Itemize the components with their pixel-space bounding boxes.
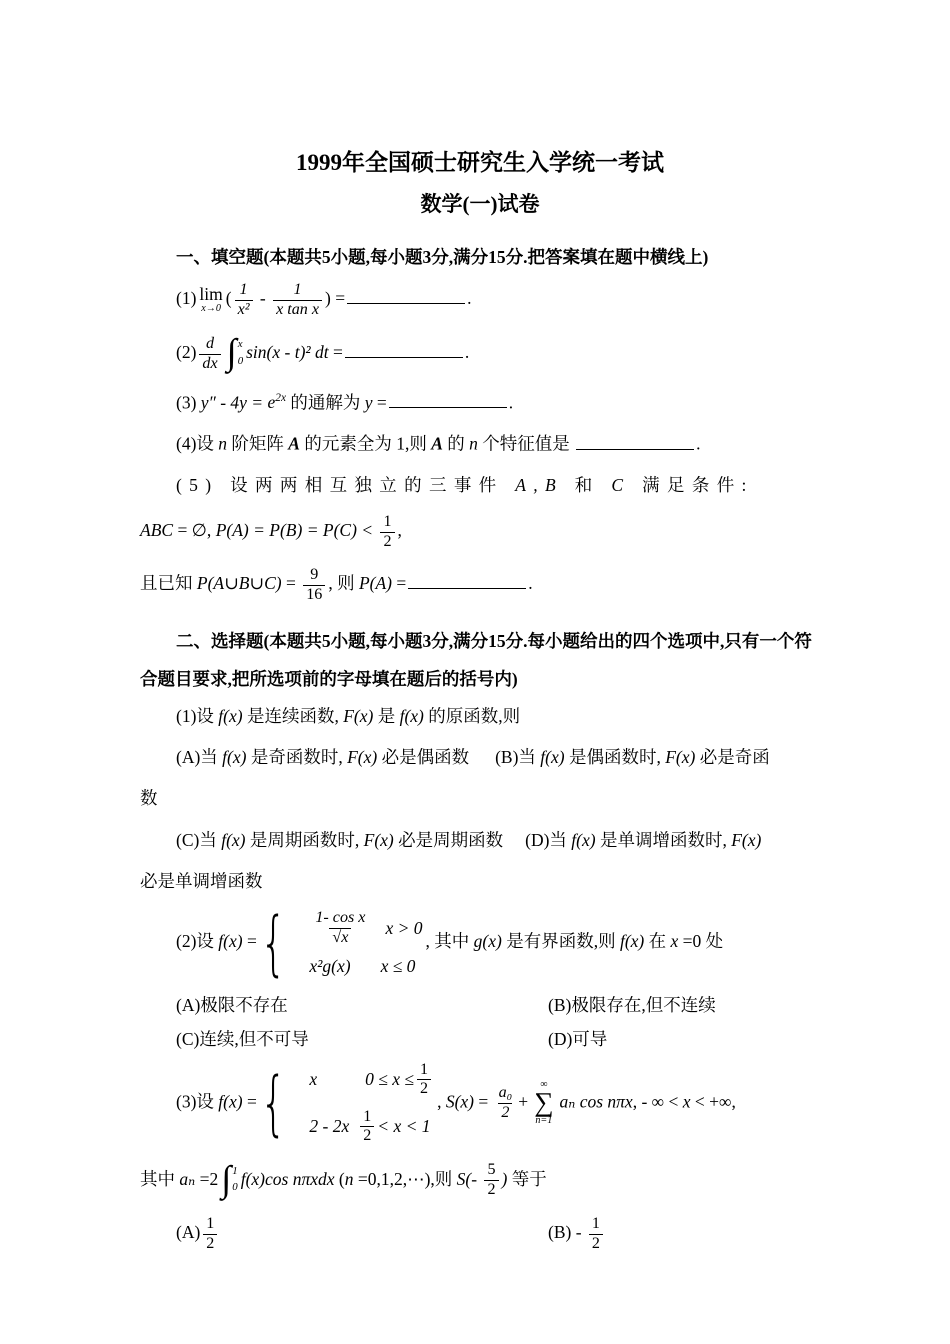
text-run: = <box>242 1091 257 1112</box>
fraction-numerator: 5 <box>487 1161 496 1179</box>
math-run: n <box>218 433 228 454</box>
q1-5-intro <box>140 472 820 498</box>
section1-header <box>140 244 820 270</box>
text-run: =0,1,2,⋯),则 <box>353 1168 457 1189</box>
limit-subscript: x→0 <box>201 303 221 315</box>
exam-title: 1999年全国硕士研究生入学统一考试 <box>296 150 664 175</box>
text-run: 是连续函数, <box>242 705 344 726</box>
fraction-denominator: dx <box>199 354 220 374</box>
text-run: (D)可导 <box>548 1029 608 1050</box>
text-run: 必是偶函数 <box>377 747 470 768</box>
math-run: F(x) <box>343 705 374 726</box>
q1-5-conclusion <box>140 566 820 604</box>
text-run: 和 <box>563 475 612 496</box>
text-run: . <box>528 573 533 594</box>
q1-3 <box>140 389 820 416</box>
math-run: aₙ cos nπx <box>559 1091 633 1112</box>
fraction <box>312 909 368 947</box>
text-run: = ∅, <box>173 520 216 541</box>
math-run: f(x) <box>222 747 247 768</box>
text-run: 一、填空题(本题共5小题,每小题3分,满分15分.把答案填在题中横线上) <box>176 247 709 267</box>
q1-5-condition <box>140 513 820 551</box>
text-run: 的通解为 <box>286 392 365 413</box>
integral-limits <box>237 334 243 374</box>
math-run: f(x) <box>221 829 246 850</box>
fraction-denominator: 2 <box>360 1126 374 1146</box>
option-cell <box>176 1026 548 1052</box>
text-run: , 则 <box>328 573 359 594</box>
math-run: f(x)cos nπxdx <box>240 1168 335 1189</box>
math-run: P(A) <box>358 573 392 594</box>
fraction-numerator: 1- cos x <box>315 909 366 927</box>
text-run: (A)当 <box>176 747 223 768</box>
text-run: = <box>328 342 343 363</box>
text-run: ( <box>334 1168 345 1189</box>
summation-lower-limit: n=1 <box>535 1114 553 1126</box>
text-run: (B)当 <box>495 747 541 768</box>
text-run: (B) - <box>548 1222 586 1243</box>
text-run: 必是周期函数 <box>393 829 504 850</box>
answer-blank <box>389 389 507 408</box>
math-run: x ≤ 0 <box>380 956 416 977</box>
superscript-expression <box>268 392 287 412</box>
option-cell <box>548 992 820 1018</box>
math-run: f(x) <box>218 1091 243 1112</box>
math-run: aₙ <box>179 1168 196 1189</box>
answer-blank <box>347 285 465 304</box>
text-run: ) = <box>325 288 346 309</box>
math-run: A,B <box>515 475 564 496</box>
fraction-numerator: 1 <box>239 281 248 299</box>
math-run: n <box>344 1168 354 1189</box>
piecewise-cases <box>259 902 423 985</box>
math-run: F(x) <box>731 829 762 850</box>
fraction <box>303 566 325 604</box>
cases-brace: { <box>259 902 287 985</box>
limit-operator <box>199 283 223 315</box>
math-run: sin(x - t)² dt <box>246 342 329 363</box>
piecewise-cases <box>260 1061 434 1146</box>
q2-1 <box>140 703 820 729</box>
math-run: y″ - 4y = <box>200 392 268 413</box>
math-run: f(x) <box>218 931 243 952</box>
math-bold-run: A <box>288 433 300 454</box>
document-body <box>140 244 820 1253</box>
math-run: x²g(x) <box>309 956 351 977</box>
answer-blank <box>576 430 694 449</box>
fraction-numerator: 1 <box>206 1215 215 1233</box>
text-run: . <box>696 433 701 454</box>
math-run: f(x) <box>218 705 243 726</box>
fraction-numerator: 9 <box>310 566 319 584</box>
text-run: . <box>467 288 472 309</box>
sup-exponent: 2x <box>275 392 287 405</box>
text-run: 且已知 <box>140 573 197 594</box>
text-run: (1)设 <box>176 705 219 726</box>
fraction-numerator: d <box>205 335 215 353</box>
answer-blank <box>408 570 526 589</box>
math-run: P(A) = P(B) = P(C) < <box>215 520 378 541</box>
fraction <box>360 1108 374 1146</box>
section2-header-2 <box>140 666 820 692</box>
math-run: F(x) <box>347 747 378 768</box>
text-run: , <box>397 520 402 541</box>
integral-lower-limit: 0 <box>232 1180 238 1193</box>
cases-rows <box>309 1061 434 1146</box>
q2-1-option-cd <box>140 827 820 853</box>
text-run: 是 <box>373 705 400 726</box>
text-run: 满足条件: <box>630 475 754 496</box>
fraction <box>380 513 394 551</box>
text-run: = <box>372 392 387 413</box>
text-run: 阶矩阵 <box>227 433 289 454</box>
q1-1 <box>140 281 820 319</box>
summation-symbol: ∑ <box>534 1087 554 1118</box>
text-run: (2)设 <box>176 931 219 952</box>
text-run: (A) <box>176 1222 201 1243</box>
text-run: , <box>437 1091 446 1112</box>
q2-2 <box>140 902 820 985</box>
math-run: < x < 1 <box>377 1116 431 1137</box>
q1-4 <box>140 430 820 457</box>
fraction-denominator: 2 <box>380 532 394 552</box>
integral-symbol: ∫ <box>226 331 237 373</box>
text-run: = <box>392 573 407 594</box>
math-run: y <box>364 392 373 413</box>
q1-2 <box>140 331 820 374</box>
integral-lower-limit: 0 <box>237 354 244 367</box>
text-run: =2 <box>195 1168 219 1189</box>
text-run: 合题目要求,把所选项前的字母填在题后的括号内) <box>140 668 518 689</box>
option-cell <box>176 992 548 1018</box>
text-run: + <box>518 1091 529 1112</box>
text-run: (2) <box>176 342 197 363</box>
integral-operator <box>221 1157 238 1201</box>
fraction-numerator: 1 <box>363 1107 372 1125</box>
math-run: x > 0 <box>385 917 423 938</box>
integral-symbol: ∫ <box>221 1157 232 1199</box>
q2-1-option-d-wrap <box>140 868 820 894</box>
fraction <box>417 1061 431 1099</box>
option-cell <box>176 1215 548 1253</box>
fraction-denominator: √x <box>329 928 351 948</box>
text-run: 是奇函数时, <box>246 747 348 768</box>
text-run: (5) 设两两相互独立的三事件 <box>176 475 516 496</box>
summation-operator <box>534 1080 553 1126</box>
q2-2-options-cd <box>140 1026 820 1052</box>
q2-2-options-ab <box>140 992 820 1018</box>
answer-blank <box>345 339 463 358</box>
fraction <box>203 1215 217 1253</box>
text-run: = <box>281 573 301 594</box>
text-run: 的 <box>442 433 470 454</box>
text-run: (C)当 <box>176 829 222 850</box>
fraction-denominator: 16 <box>303 585 325 605</box>
math-run: f(x) <box>399 705 424 726</box>
fraction <box>484 1161 498 1199</box>
fraction <box>589 1215 603 1253</box>
text-run: ( <box>225 288 232 309</box>
text-run: (3)设 <box>176 1091 219 1112</box>
fraction <box>199 335 220 373</box>
integral-limits <box>231 1161 237 1201</box>
math-run: x <box>309 1069 318 1090</box>
math-run: n <box>469 433 478 454</box>
text-run: =0 处 <box>678 931 724 952</box>
text-run: 数 <box>140 788 158 809</box>
fraction-numerator: 1 <box>420 1060 429 1078</box>
math-run: S(- <box>456 1168 482 1189</box>
text-run: 个特征值是 <box>477 433 575 454</box>
math-bold-run: A <box>431 433 443 454</box>
fraction-numerator: 1 <box>383 513 392 531</box>
q2-3 <box>140 1061 820 1146</box>
text-run: (A)极限不存在 <box>176 995 288 1016</box>
exam-subtitle: 数学(一)试卷 <box>420 191 540 216</box>
text-run: < +∞, <box>690 1091 736 1112</box>
text-run: (3) <box>176 392 201 413</box>
text-run: 必是奇函 <box>695 747 770 768</box>
fraction <box>496 1084 516 1122</box>
fraction-numerator: 1 <box>293 281 302 299</box>
text-run: = <box>242 931 257 952</box>
fraction-denominator: x tan x <box>273 300 322 320</box>
math-run: f(x) <box>571 829 596 850</box>
cases-rows <box>309 909 422 977</box>
text-run: , 其中 <box>425 931 474 952</box>
text-run: 是周期函数时, <box>245 829 364 850</box>
math-run: f(x) <box>540 747 565 768</box>
fraction-numerator: 1 <box>591 1215 600 1233</box>
text-run: . <box>464 342 470 363</box>
math-run: S(x) <box>445 1091 474 1112</box>
math-run: ABC <box>140 520 174 541</box>
fraction <box>273 281 322 319</box>
cases-brace: { <box>259 1062 287 1145</box>
case-row <box>309 909 422 947</box>
text-run: 必是单调增函数 <box>140 870 263 891</box>
integral-operator <box>226 331 244 374</box>
math-run: F(x) <box>363 829 394 850</box>
text-run: = <box>474 1091 493 1112</box>
fraction-numerator: a₀ <box>498 1084 513 1102</box>
math-run: C <box>611 475 631 496</box>
fraction-denominator: 2 <box>203 1234 217 1254</box>
q2-3-coefficients <box>140 1157 820 1201</box>
math-run: ) <box>501 1168 508 1189</box>
case-row <box>309 956 422 977</box>
option-cell <box>548 1026 820 1052</box>
text-run: (1) <box>176 288 197 309</box>
case-row <box>309 1108 434 1146</box>
fraction-denominator: x² <box>235 300 253 320</box>
text-run: (B)极限存在,但不连续 <box>548 995 716 1016</box>
limit-symbol: lim <box>199 283 223 304</box>
fraction-denominator: 2 <box>498 1103 512 1123</box>
fraction-denominator: 2 <box>589 1234 603 1254</box>
math-run: 0 ≤ x ≤ <box>365 1069 415 1090</box>
fraction-denominator: 2 <box>484 1180 498 1200</box>
integral-upper-limit: x <box>237 338 243 351</box>
text-run: 二、选择题(本题共5小题,每小题3分,满分15分.每小题给出的四个选项中,只有一个符 <box>176 631 812 652</box>
fraction-denominator: 2 <box>417 1079 431 1099</box>
math-run: F(x) <box>665 747 696 768</box>
case-row <box>309 1061 434 1099</box>
option-cell <box>548 1215 820 1253</box>
math-run: P(A∪B∪C) <box>196 573 282 594</box>
text-run: 等于 <box>507 1168 547 1189</box>
text-run: . <box>508 392 514 413</box>
section2-header-1 <box>140 628 820 654</box>
text-run: , - ∞ < <box>632 1091 683 1112</box>
text-run: 在 <box>644 931 671 952</box>
math-run: 2 - 2x <box>309 1116 350 1137</box>
math-run: x <box>682 1091 691 1112</box>
math-run: g(x) <box>473 931 502 952</box>
text-run: 是有界函数,则 <box>501 931 620 952</box>
text-run: (C)连续,但不可导 <box>176 1029 309 1050</box>
fraction <box>235 281 253 319</box>
text-run: 的元素全为 1,则 <box>299 433 432 454</box>
math-run: x <box>670 931 679 952</box>
q2-1-option-ab <box>140 744 820 770</box>
text-run: 的原函数,则 <box>423 705 521 726</box>
text-run: 是单调增函数时, <box>595 829 732 850</box>
text-run: (4)设 <box>176 433 219 454</box>
q2-1-option-b-wrap <box>140 785 820 811</box>
text-run: - <box>255 288 271 309</box>
text-run: (D)当 <box>525 829 572 850</box>
summation-upper-limit: ∞ <box>540 1079 548 1090</box>
q2-3-options <box>140 1215 820 1253</box>
sup-base: e <box>267 392 276 413</box>
text-run: 其中 <box>140 1168 180 1189</box>
math-run: f(x) <box>619 931 645 952</box>
integral-upper-limit: 1 <box>232 1164 238 1177</box>
text-run: 是偶函数时, <box>564 747 666 768</box>
